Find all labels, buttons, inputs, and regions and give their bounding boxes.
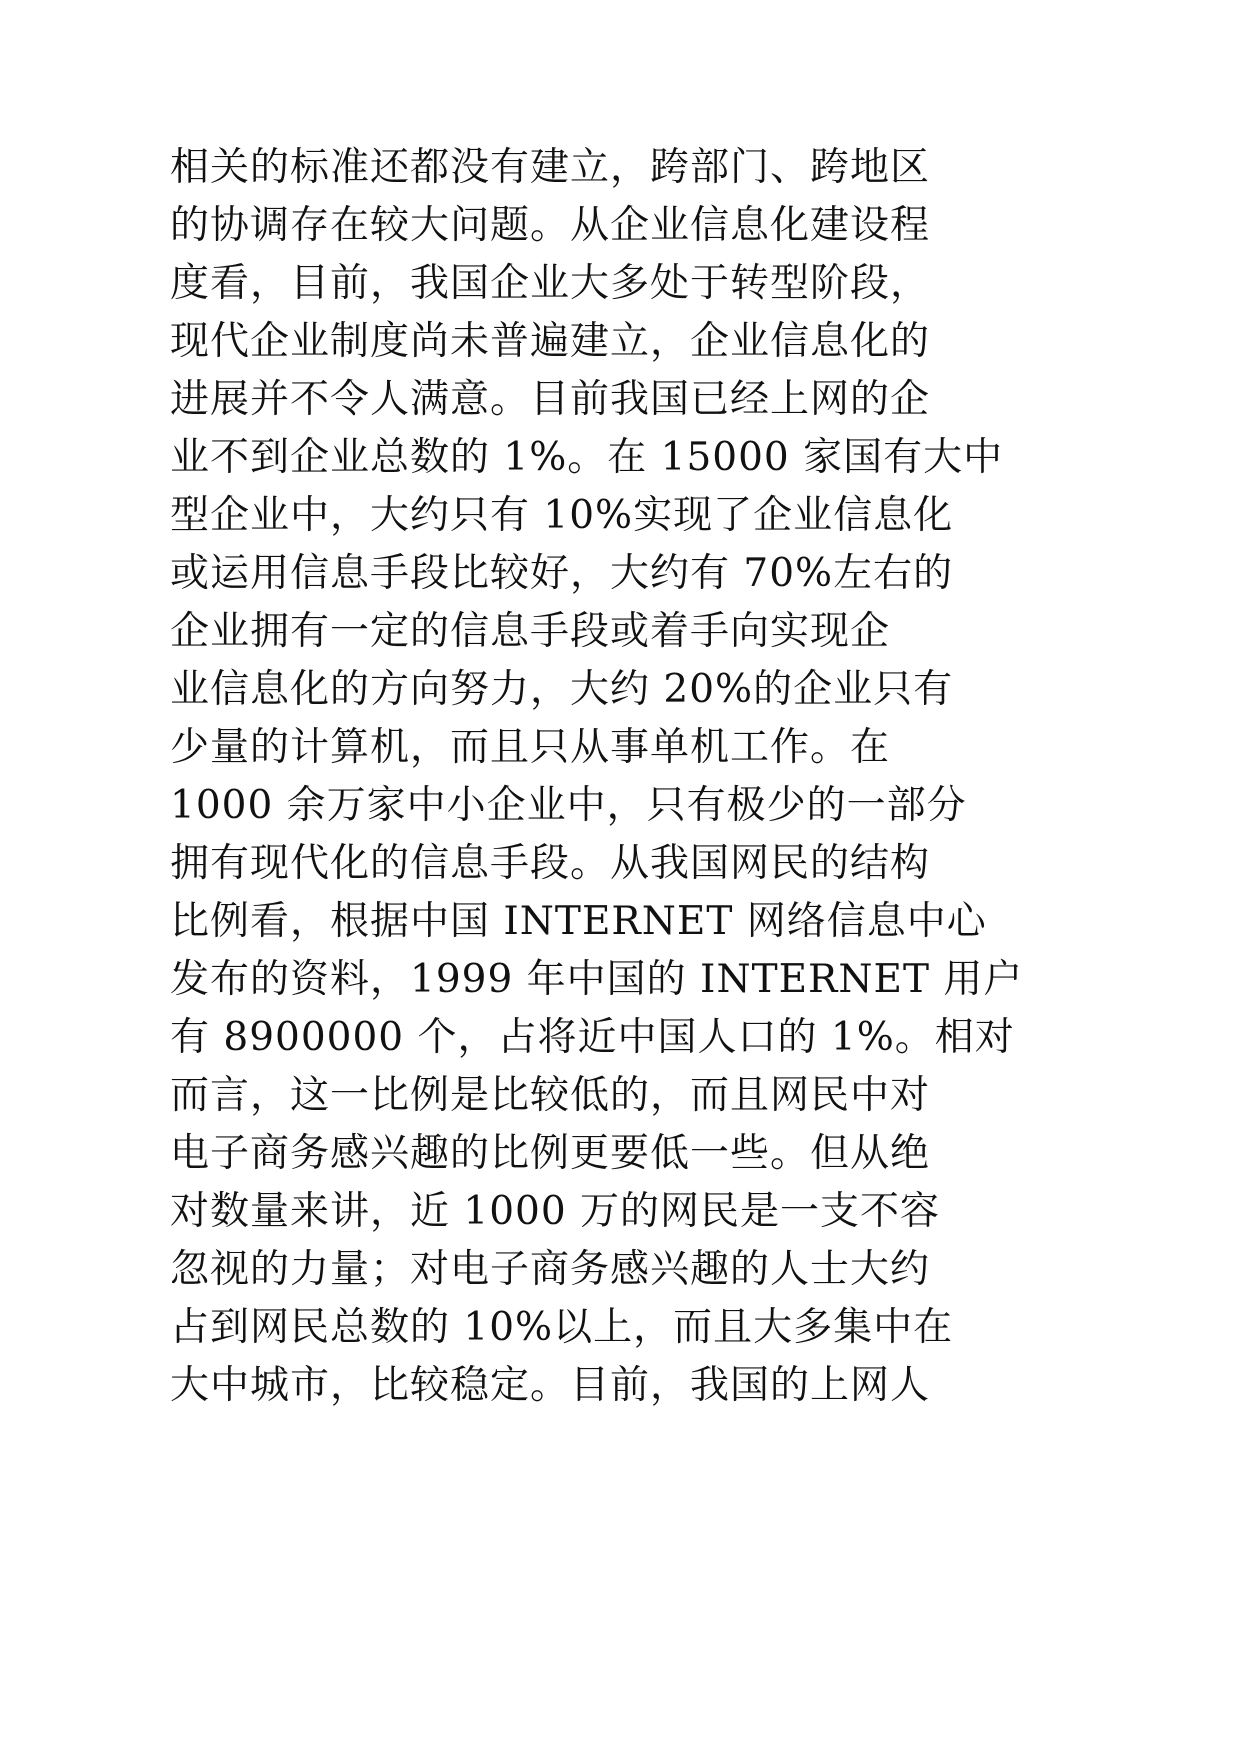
text-line: 度看，目前，我国企业大多处于转型阶段， [170,261,931,306]
text-line: 企业拥有一定的信息手段或着手向实现企 [170,609,891,654]
text-line: 电子商务感兴趣的比例更要低一些。但从绝 [170,1131,931,1176]
text-line: 而言，这一比例是比较低的，而且网民中对 [170,1073,931,1118]
text-line: 对数量来讲，近 1000 万的网民是一支不容 [170,1189,941,1234]
text-line: 的协调存在较大问题。从企业信息化建设程 [170,203,931,248]
text-line: 1000 余万家中小企业中，只有极少的一部分 [170,783,967,828]
text-line: 业信息化的方向努力，大约 20%的企业只有 [170,667,954,712]
text-line: 相关的标准还都没有建立，跨部门、跨地区 [170,145,931,190]
text-line: 业不到企业总数的 1%。在 15000 家国有大中 [170,435,1004,480]
text-line: 拥有现代化的信息手段。从我国网民的结构 [170,841,931,886]
text-line: 比例看，根据中国 INTERNET 网络信息中心 [170,899,987,944]
text-line: 型企业中，大约只有 10%实现了企业信息化 [170,493,954,538]
text-line: 进展并不令人满意。目前我国已经上网的企 [170,377,931,422]
text-line: 现代企业制度尚未普遍建立，企业信息化的 [170,319,931,364]
text-line: 发布的资料，1999 年中国的 INTERNET 用户 [170,957,1024,1002]
text-line: 有 8900000 个，占将近中国人口的 1%。相对 [170,1015,1015,1060]
text-line: 少量的计算机，而且只从事单机工作。在 [170,725,891,770]
text-line: 忽视的力量；对电子商务感兴趣的人士大约 [170,1247,931,1292]
text-line: 占到网民总数的 10%以上，而且大多集中在 [170,1305,954,1350]
text-line: 或运用信息手段比较好，大约有 70%左右的 [170,551,954,596]
text-line: 大中城市，比较稳定。目前，我国的上网人 [170,1363,931,1408]
body-paragraph [170,139,1170,1415]
